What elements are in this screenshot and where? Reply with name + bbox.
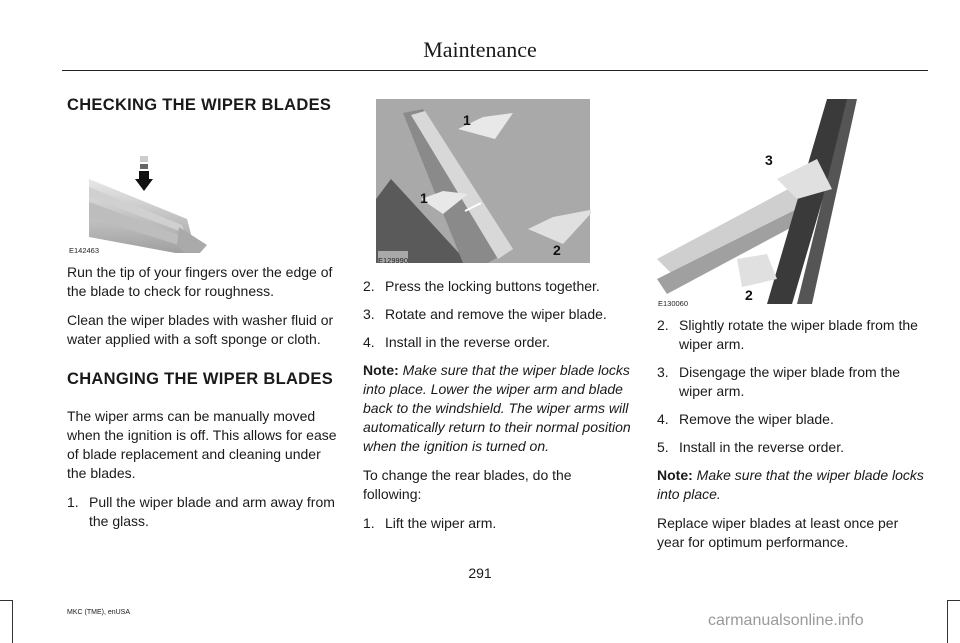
paragraph: To change the rear blades, do the following: xyxy=(363,467,572,502)
callout-label: 3 xyxy=(765,152,773,168)
list-item: 3. Disengage the wiper blade from the wiper arm. xyxy=(657,364,901,399)
list-item: 4. Install in the reverse order. xyxy=(363,334,550,350)
crop-mark xyxy=(947,600,948,643)
page-title: Maintenance xyxy=(423,37,537,62)
list-item: 2. Slightly rotate the wiper blade from the wiper arm. xyxy=(657,317,918,352)
paragraph: Replace wiper blades at least once per year for optimum performance. xyxy=(657,515,899,550)
list-item: 3. Rotate and remove the wiper blade. xyxy=(363,306,607,322)
crop-mark xyxy=(0,600,12,601)
step-list xyxy=(67,493,337,531)
list-item: 1. Lift the wiper arm. xyxy=(363,515,497,531)
list-item: 2. Press the locking buttons together. xyxy=(363,278,600,294)
figure-code: E130060 xyxy=(658,299,689,306)
step-list xyxy=(657,316,927,457)
wiper-blade-illustration xyxy=(67,127,212,253)
watermark: carmanualsonline.info xyxy=(708,612,864,629)
column-1 xyxy=(67,96,337,540)
step-list xyxy=(363,277,633,352)
column-3 xyxy=(657,99,927,562)
list-item: 4. Remove the wiper blade. xyxy=(657,411,834,427)
heading-checking-wiper-blades: CHECKING THE WIPER BLADES xyxy=(67,96,332,114)
callout-label: 2 xyxy=(553,242,561,258)
crop-mark xyxy=(12,600,13,643)
column-2 xyxy=(363,99,633,542)
callout-label: 2 xyxy=(745,287,753,303)
figure-code: E142463 xyxy=(69,246,100,253)
heading-changing-wiper-blades: CHANGING THE WIPER BLADES xyxy=(67,370,334,388)
locking-button-figure xyxy=(363,99,591,263)
wiper-blade-figure xyxy=(67,127,212,253)
step-list xyxy=(363,514,633,533)
paragraph: Clean the wiper blades with washer fluid or water applied with a soft sponge or cloth. xyxy=(67,312,334,347)
figure-code: E129990 xyxy=(378,251,408,263)
locking-button-illustration xyxy=(363,99,591,263)
page-number: 291 xyxy=(468,565,492,581)
footer-text: MKC (TME), enUSA xyxy=(67,609,131,616)
header-rule xyxy=(62,70,928,71)
rear-wiper-figure xyxy=(657,99,857,306)
note: Note: Make sure that the wiper blade locks into place. Lower the wiper arm and blade back to the windshield. The wiper arms will automatically return to their normal position when the ignition is turned on. xyxy=(363,362,631,454)
rear-wiper-illustration xyxy=(657,99,857,306)
note: Note: Make sure that the wiper blade locks into place. xyxy=(657,467,924,502)
list-item: 5. Install in the reverse order. xyxy=(657,439,844,455)
callout-label: 1 xyxy=(463,112,471,128)
list-item: 1. Pull the wiper blade and arm away from the glass. xyxy=(67,494,335,529)
callout-label: 1 xyxy=(420,190,428,206)
crop-mark xyxy=(948,600,960,601)
paragraph: Run the tip of your fingers over the edge of the blade to check for roughness. xyxy=(67,264,333,299)
paragraph: The wiper arms can be manually moved when the ignition is off. This allows for ease of blade replacement and cleaning under the blades. xyxy=(67,408,337,481)
